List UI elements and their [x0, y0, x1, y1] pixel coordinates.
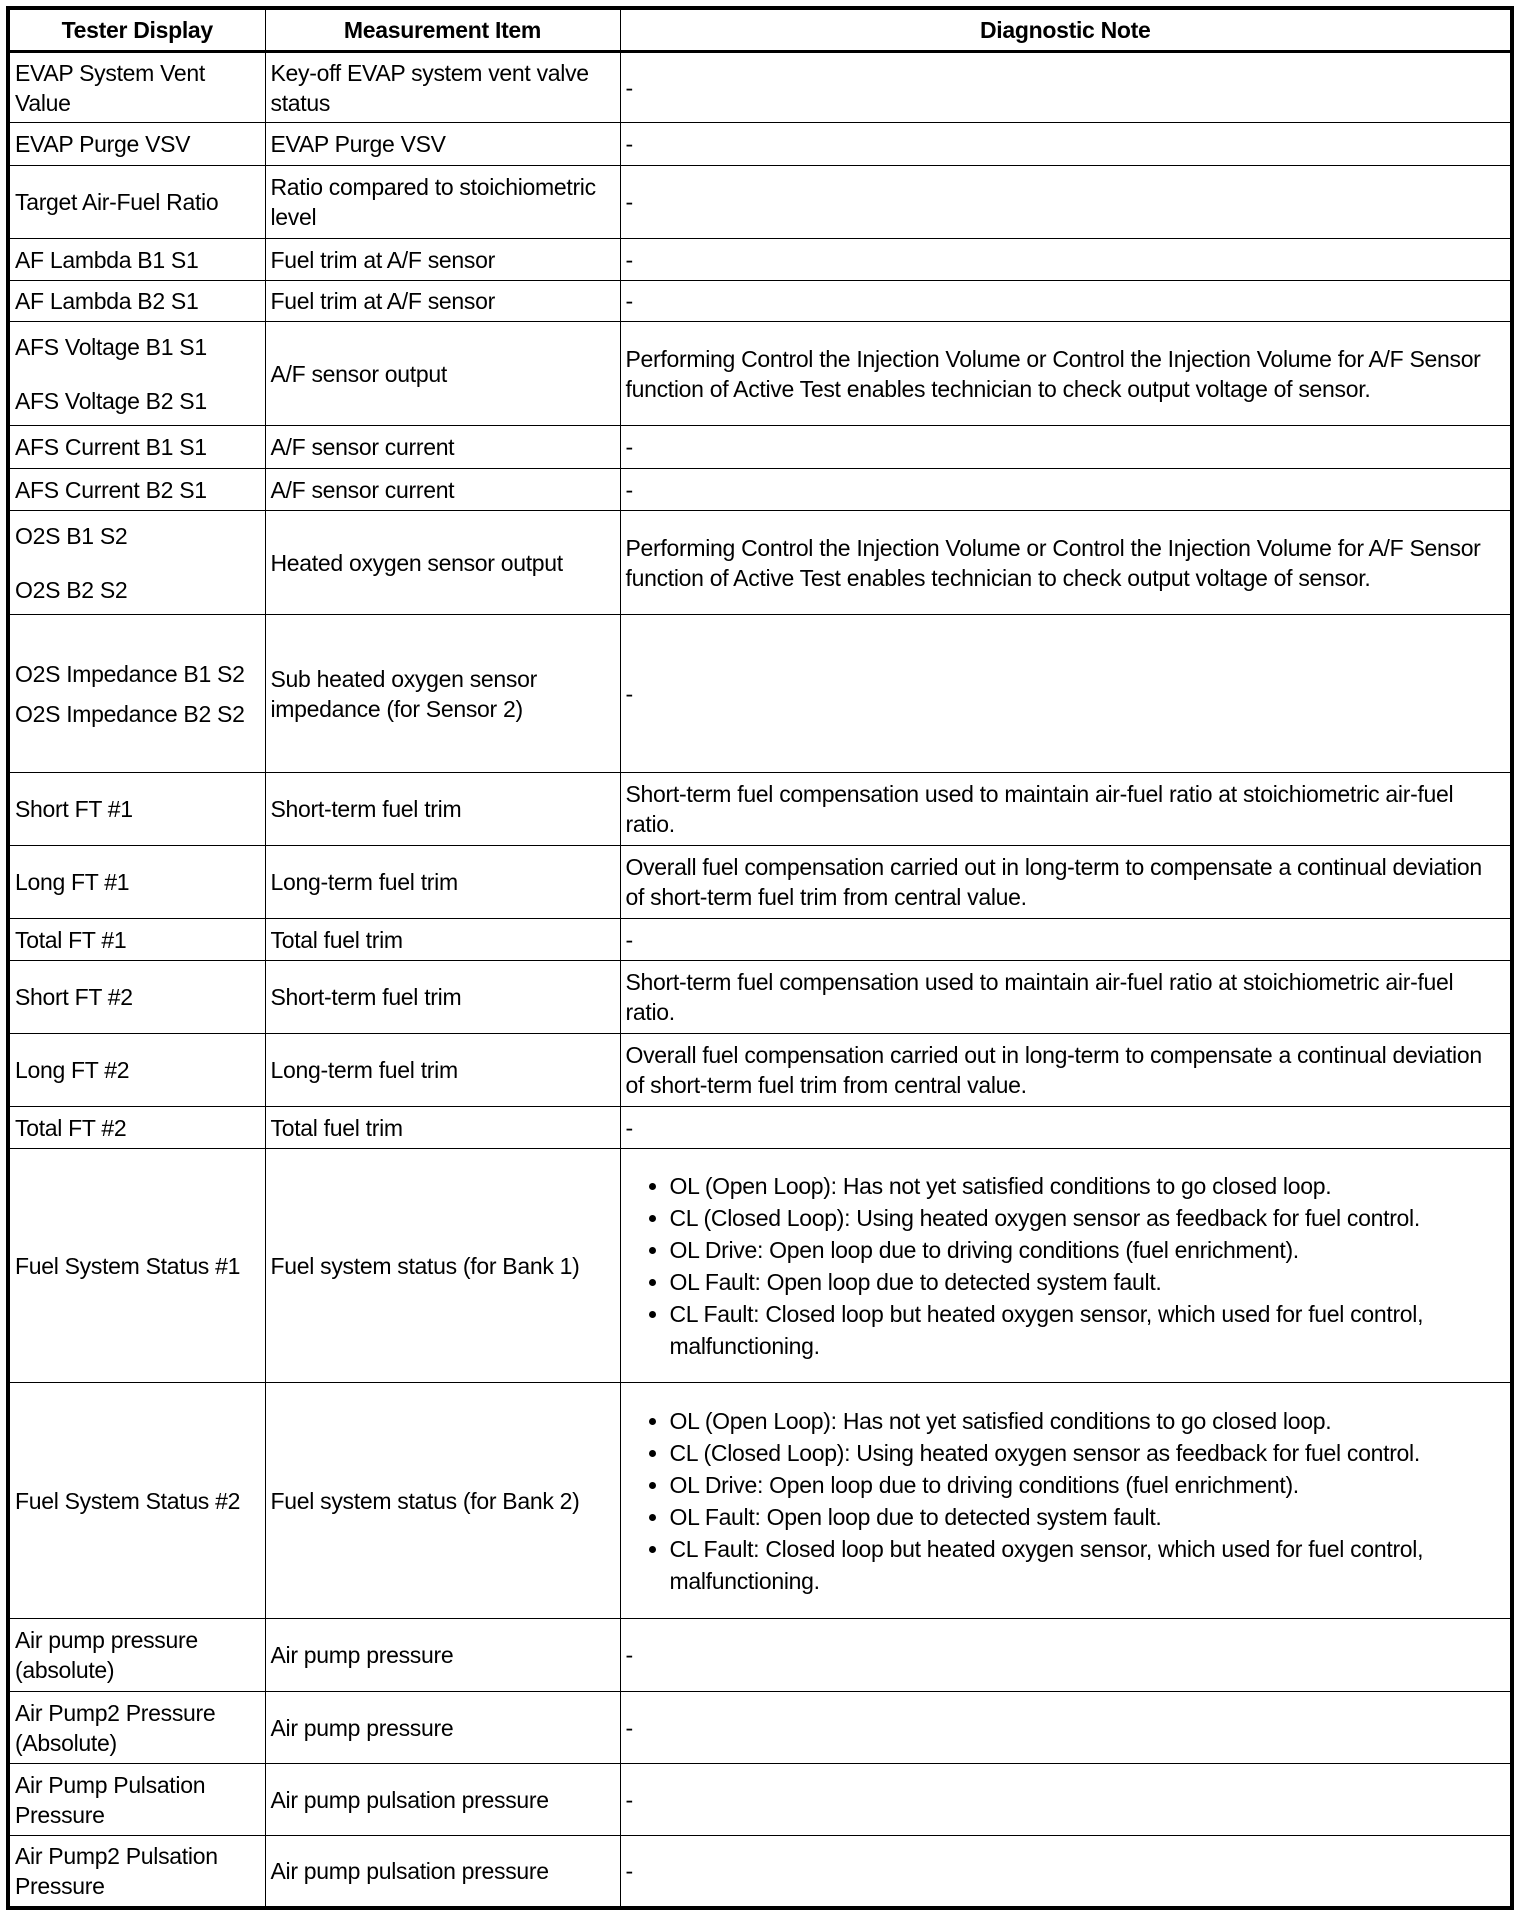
diagnostic-note-cell: - — [620, 1107, 1512, 1149]
diagnostic-note-cell: - — [620, 919, 1512, 961]
measurement-item-cell: EVAP Purge VSV — [265, 123, 620, 166]
measurement-item-cell: Total fuel trim — [265, 1107, 620, 1149]
tester-display-cell — [8, 322, 265, 426]
measurement-item-cell: A/F sensor output — [265, 322, 620, 426]
table-row — [8, 511, 1512, 615]
spacer — [15, 551, 260, 575]
tester-display-text: Fuel System Status #2 — [15, 1487, 241, 1514]
diagnostic-note-cell: Overall fuel compensation carried out in long-term to compensate a continual deviation of short-term fuel trim from central value. — [620, 846, 1512, 919]
tester-display-text: Air Pump2 Pulsation Pressure — [15, 1842, 218, 1899]
diagnostic-note-cell: - — [620, 1836, 1512, 1908]
tester-display-text-2: AFS Voltage B2 S1 — [15, 387, 207, 414]
table-row — [8, 426, 1512, 469]
tester-display-text-2: O2S Impedance B2 S2 — [15, 700, 245, 727]
tester-display-text: Fuel System Status #1 — [15, 1252, 241, 1279]
status-bullet-item: • CL Fault: Closed loop but heated oxygen sensor, which used for fuel control, malfunctioning. — [670, 1533, 1506, 1597]
diagnostic-note-cell: Performing Control the Injection Volume or Control the Injection Volume for A/F Sensor function of Active Test enables technician to check output voltage of sensor. — [620, 322, 1512, 426]
tester-display-cell — [8, 1149, 265, 1383]
table-row — [8, 281, 1512, 322]
tester-display-cell — [8, 919, 265, 961]
measurement-item-cell: Fuel system status (for Bank 2) — [265, 1383, 620, 1619]
table-row — [8, 1149, 1512, 1383]
measurement-item-cell: Short-term fuel trim — [265, 773, 620, 846]
status-bullet-item: • CL Fault: Closed loop but heated oxygen sensor, which used for fuel control, malfunctioning. — [670, 1298, 1506, 1362]
table-row — [8, 1692, 1512, 1764]
diagnostic-note-cell: - — [620, 281, 1512, 322]
status-bullet-item: • CL (Closed Loop): Using heated oxygen sensor as feedback for fuel control. — [670, 1437, 1506, 1469]
tester-display-text: Air Pump Pulsation Pressure — [15, 1771, 206, 1828]
table-row — [8, 919, 1512, 961]
diagnostic-note-cell: Performing Control the Injection Volume or Control the Injection Volume for A/F Sensor function of Active Test enables technician to check output voltage of sensor. — [620, 511, 1512, 615]
diagnostic-note-cell: - — [620, 52, 1512, 123]
data-list-table — [6, 6, 1514, 1910]
tester-display-cell — [8, 1619, 265, 1692]
status-bullet-item: • OL (Open Loop): Has not yet satisfied conditions to go closed loop. — [670, 1405, 1506, 1437]
tester-display-text: AFS Current B1 S1 — [15, 434, 207, 460]
measurement-item-cell: Heated oxygen sensor output — [265, 511, 620, 615]
measurement-item-cell: Fuel system status (for Bank 1) — [265, 1149, 620, 1383]
measurement-item-cell: Long-term fuel trim — [265, 1034, 620, 1107]
tester-display-cell — [8, 1692, 265, 1764]
tester-display-cell — [8, 1836, 265, 1908]
table-row — [8, 1383, 1512, 1619]
tester-display-cell — [8, 469, 265, 511]
measurement-item-cell: Air pump pressure — [265, 1619, 620, 1692]
tester-display-cell — [8, 615, 265, 773]
diagnostic-note-cell: - — [620, 1619, 1512, 1692]
diagnostic-note-cell: - — [620, 1692, 1512, 1764]
diagnostic-note-cell — [620, 1383, 1512, 1619]
tester-display-text: AF Lambda B1 S1 — [15, 246, 199, 273]
header-tester-display: Tester Display — [8, 8, 265, 52]
status-bullet-list — [626, 1405, 1506, 1597]
diagnostic-note-cell: - — [620, 123, 1512, 166]
table-row — [8, 773, 1512, 846]
table-row — [8, 166, 1512, 239]
tester-display-text: EVAP Purge VSV — [15, 131, 191, 157]
tester-display-text: O2S B1 S2 — [15, 522, 128, 549]
tester-display-cell — [8, 281, 265, 322]
spacer — [15, 362, 260, 386]
tester-display-cell — [8, 773, 265, 846]
tester-display-cell — [8, 511, 265, 615]
measurement-item-cell: Air pump pulsation pressure — [265, 1764, 620, 1836]
measurement-item-cell: Fuel trim at A/F sensor — [265, 281, 620, 322]
tester-display-cell — [8, 846, 265, 919]
table-row — [8, 469, 1512, 511]
status-bullet-item: • OL Fault: Open loop due to detected system fault. — [670, 1501, 1506, 1533]
tester-display-text: EVAP System Vent Value — [15, 59, 205, 116]
status-bullet-item: • OL Drive: Open loop due to driving conditions (fuel enrichment). — [670, 1234, 1506, 1266]
tester-display-cell — [8, 1764, 265, 1836]
measurement-item-cell: Fuel trim at A/F sensor — [265, 239, 620, 281]
tester-display-text: Short FT #2 — [15, 984, 133, 1010]
tester-display-text: O2S Impedance B1 S2 — [15, 660, 245, 687]
table-row — [8, 1764, 1512, 1836]
measurement-item-cell: A/F sensor current — [265, 426, 620, 469]
tester-display-text: Long FT #1 — [15, 869, 130, 895]
diagnostic-note-cell: - — [620, 239, 1512, 281]
tester-display-cell — [8, 1034, 265, 1107]
tester-display-text: AFS Voltage B1 S1 — [15, 333, 207, 360]
tester-display-cell — [8, 1107, 265, 1149]
measurement-item-cell: Short-term fuel trim — [265, 961, 620, 1034]
table-row — [8, 52, 1512, 123]
table-row — [8, 961, 1512, 1034]
header-measurement-item: Measurement Item — [265, 8, 620, 52]
status-bullet-item: • OL Fault: Open loop due to detected system fault. — [670, 1266, 1506, 1298]
table-row — [8, 1107, 1512, 1149]
status-bullet-list — [626, 1170, 1506, 1362]
table-row — [8, 322, 1512, 426]
tester-display-text: Total FT #2 — [15, 1114, 127, 1141]
measurement-item-cell: Air pump pulsation pressure — [265, 1836, 620, 1908]
status-bullet-item: • OL Drive: Open loop due to driving conditions (fuel enrichment). — [670, 1469, 1506, 1501]
measurement-item-cell: Key-off EVAP system vent valve status — [265, 52, 620, 123]
tester-display-text: Long FT #2 — [15, 1057, 130, 1083]
tester-display-text: Short FT #1 — [15, 796, 133, 822]
header-diagnostic-note: Diagnostic Note — [620, 8, 1512, 52]
table-row — [8, 615, 1512, 773]
diagnostic-note-cell: - — [620, 615, 1512, 773]
tester-display-cell — [8, 961, 265, 1034]
table-row — [8, 123, 1512, 166]
table-row — [8, 1836, 1512, 1908]
diagnostic-note-cell: - — [620, 426, 1512, 469]
measurement-item-cell: A/F sensor current — [265, 469, 620, 511]
tester-display-cell — [8, 166, 265, 239]
measurement-item-cell: Long-term fuel trim — [265, 846, 620, 919]
diagnostic-note-cell — [620, 1149, 1512, 1383]
diagnostic-note-cell: - — [620, 1764, 1512, 1836]
measurement-item-cell: Air pump pressure — [265, 1692, 620, 1764]
status-bullet-item: • OL (Open Loop): Has not yet satisfied conditions to go closed loop. — [670, 1170, 1506, 1202]
tester-display-text-2: O2S B2 S2 — [15, 576, 128, 603]
diagnostic-note-cell: Short-term fuel compensation used to maintain air-fuel ratio at stoichiometric air-fuel ratio. — [620, 773, 1512, 846]
status-bullet-item: • CL (Closed Loop): Using heated oxygen sensor as feedback for fuel control. — [670, 1202, 1506, 1234]
tester-display-text: Target Air-Fuel Ratio — [15, 189, 219, 215]
measurement-item-cell: Ratio compared to stoichiometric level — [265, 166, 620, 239]
diagnostic-note-cell: - — [620, 166, 1512, 239]
table-row — [8, 846, 1512, 919]
spacer — [15, 689, 260, 699]
tester-display-cell — [8, 52, 265, 123]
header-row — [8, 8, 1512, 52]
diagnostic-note-cell: Short-term fuel compensation used to maintain air-fuel ratio at stoichiometric air-fuel ratio. — [620, 961, 1512, 1034]
diagnostic-note-cell: Overall fuel compensation carried out in long-term to compensate a continual deviation of short-term fuel trim from central value. — [620, 1034, 1512, 1107]
tester-display-cell — [8, 1383, 265, 1619]
tester-display-cell — [8, 239, 265, 281]
table-row — [8, 239, 1512, 281]
tester-display-text: Total FT #1 — [15, 926, 127, 953]
tester-display-text: Air Pump2 Pressure (Absolute) — [15, 1699, 216, 1756]
tester-display-text: AF Lambda B2 S1 — [15, 288, 199, 314]
measurement-item-cell: Total fuel trim — [265, 919, 620, 961]
table-row — [8, 1619, 1512, 1692]
measurement-item-cell: Sub heated oxygen sensor impedance (for Sensor 2) — [265, 615, 620, 773]
table-row — [8, 1034, 1512, 1107]
diagnostic-note-cell: - — [620, 469, 1512, 511]
tester-display-text: AFS Current B2 S1 — [15, 476, 207, 503]
tester-display-cell — [8, 123, 265, 166]
tester-display-cell — [8, 426, 265, 469]
tester-display-text: Air pump pressure (absolute) — [15, 1627, 198, 1683]
